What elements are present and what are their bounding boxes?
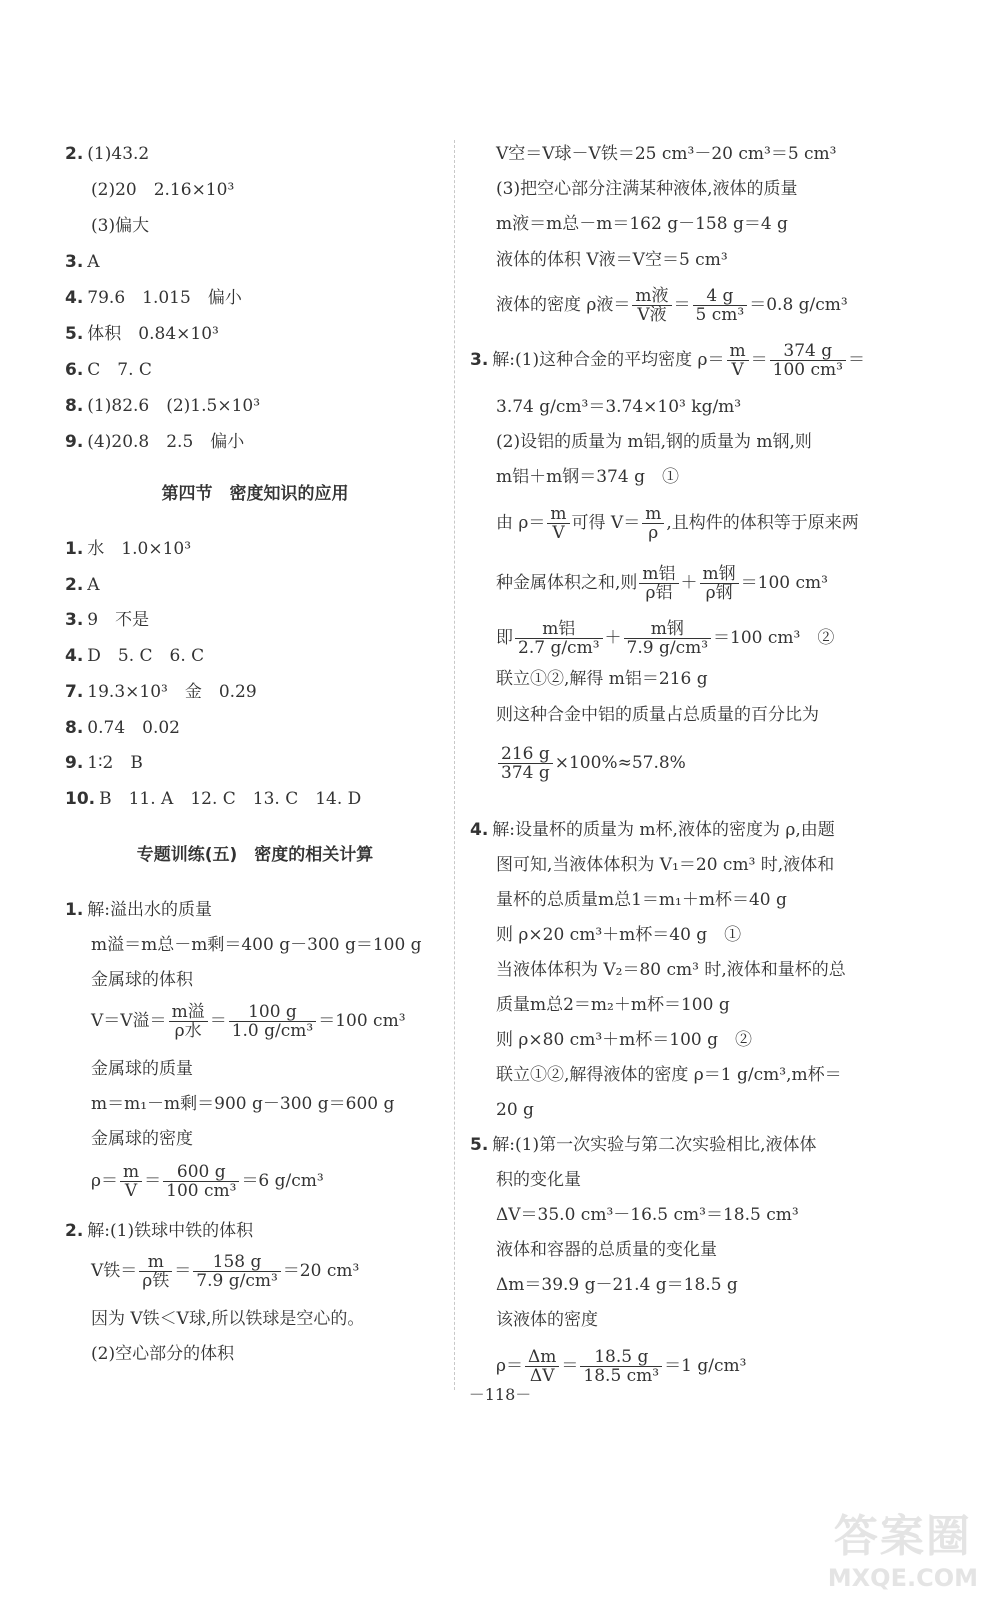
answer-item — [65, 644, 204, 668]
fraction: $\frac{216 g}{374 g}$ — [498, 745, 553, 782]
item-number: 10. — [65, 788, 96, 809]
fraction: $\frac{\text{m液}}{\text{V液}}$ — [632, 287, 671, 324]
text-line: 因为 V铁＜V球,所以铁球是空心的。 — [91, 1309, 365, 1329]
item-text: (4)20.8 2.5 偏小 — [87, 432, 245, 452]
formula-line: 液体的体积 V液＝V空＝5 cm³ — [496, 250, 728, 270]
text-line: 联立①②,解得液体的密度 ρ＝1 g/cm³,m杯＝ — [496, 1065, 842, 1085]
formula-line: ρ＝ $\frac{\Delta m}{\Delta V}$ ＝ $\frac{18.5 g}{\text{18.5 cm³}}$ ＝1 g/cm³ — [496, 1347, 747, 1386]
item-number: 2. — [65, 144, 84, 164]
fraction: $\frac{\text{m钢}}{\text{7.9 g/cm³}}$ — [624, 620, 712, 657]
formula-line: V空＝V球－V铁＝25 cm³－20 cm³＝5 cm³ — [496, 144, 837, 164]
fraction: $\frac{600 g}{\text{100 cm³}}$ — [163, 1163, 239, 1200]
item-text: (3)偏大 — [91, 216, 150, 236]
item-number: 4. — [65, 646, 84, 667]
text-line: 积的变化量 — [496, 1170, 581, 1190]
fraction: $\frac{158 g}{\text{7.9 g/cm³}}$ — [193, 1253, 281, 1290]
formula-line: m溢＝m总－m剩＝400 g－300 g＝100 g — [91, 935, 422, 955]
fraction: $\frac{100 g}{\text{1.0 g/cm³}}$ — [229, 1003, 317, 1040]
formula-line: 液体的密度 ρ液＝ $\frac{\text{m液}}{\text{V液}}$ ＝ $\frac{4 g}{\text{5 cm³}}$ ＝0.8 g/cm³ — [496, 286, 848, 325]
answer-item — [65, 358, 152, 382]
problem-2-head: 2. 解:(1)铁球中铁的体积 — [65, 1221, 254, 1241]
item-text: (1)82.6 (2)1.5×10³ — [87, 396, 261, 416]
item-text: (1)43.2 — [87, 144, 150, 164]
item-number: 3. — [65, 610, 84, 631]
answer-item — [65, 716, 180, 740]
formula-line: V＝V溢＝ $\frac{\text{m溢}}{\text{ρ水}}$ ＝ $\frac{100 g}{\text{1.0 g/cm³}}$ ＝100 cm³ — [91, 1002, 406, 1041]
formula-line: 则 ρ×20 cm³＋m杯＝40 g ① — [496, 925, 742, 945]
problem-1-head: 1. 解:溢出水的质量 — [65, 900, 213, 920]
item-text: 1∶2 B — [87, 753, 143, 774]
text-line: 质量m总2＝m₂＋m杯＝100 g — [496, 995, 730, 1015]
formula-line: V铁＝ $\frac{m}{\text{ρ铁}}$ ＝ $\frac{158 g}{\text{7.9 g/cm³}}$ ＝20 cm³ — [91, 1252, 360, 1291]
text-line: 金属球的体积 — [91, 970, 193, 990]
item-text: 9 不是 — [87, 610, 150, 631]
text-line: 金属球的质量 — [91, 1059, 193, 1079]
item-number: 6. — [65, 360, 84, 380]
fraction: $\frac{m}{V}$ — [727, 342, 749, 379]
fraction: $\frac{m}{\text{ρ铁}}$ — [139, 1253, 172, 1290]
text-line: 则这种合金中铝的质量占总质量的百分比为 — [496, 705, 819, 725]
item-text: 水 1.0×10³ — [87, 539, 192, 559]
formula-line: $\frac{216 g}{374 g}$ ×100%≈57.8% — [470, 745, 686, 782]
item-text: (2)20 2.16×10³ — [91, 180, 235, 200]
formula-line: 由 ρ＝ $\frac{m}{V}$ 可得 V＝ $\frac{m}{\rho}$ ,且构件的体积等于原来两 — [496, 504, 859, 543]
watermark-text: 答案圈 — [833, 1511, 972, 1562]
item-number: 8. — [65, 396, 84, 416]
item-number: 5. — [65, 324, 84, 344]
text-line: 该液体的密度 — [496, 1310, 598, 1330]
answer-item — [65, 537, 191, 561]
item-text: 19.3×10³ 金 0.29 — [87, 681, 257, 702]
item-text: C 7. C — [87, 360, 152, 380]
answer-item — [65, 286, 242, 310]
answer-item — [65, 608, 149, 632]
fraction: $\frac{\text{m溢}}{\text{ρ水}}$ — [169, 1003, 208, 1040]
fraction: $\frac{m}{\rho}$ — [642, 505, 664, 542]
formula-line: 种金属体积之和,则 $\frac{\text{m铝}}{\text{ρ铝}}$ ＋ $\frac{\text{m钢}}{\text{ρ钢}}$ ＝100 cm³ — [496, 564, 828, 603]
formula-line: 则 ρ×80 cm³＋m杯＝100 g ② — [496, 1030, 752, 1050]
watermark-logo — [828, 1500, 978, 1592]
formula-line: m铝＋m钢＝374 g ① — [496, 467, 679, 487]
problem-3-head: 3. 解:(1)这种合金的平均密度 ρ＝ $\frac{m}{V}$ ＝ $\frac{374 g}{\text{100 cm³}}$ ＝ — [470, 341, 865, 380]
answer-item — [65, 250, 100, 274]
fraction: $\frac{4 g}{\text{5 cm³}}$ — [693, 287, 748, 324]
item-number: 7. — [65, 681, 84, 702]
formula-line: m＝m₁－m剩＝900 g－300 g＝600 g — [91, 1094, 395, 1114]
item-text: 体积 0.84×10³ — [87, 324, 219, 344]
item-number: 8. — [65, 717, 84, 738]
text-line: 金属球的密度 — [91, 1129, 193, 1149]
page-number: －118－ — [468, 1385, 532, 1404]
text-line: 量杯的总质量m总1＝m₁＋m杯＝40 g — [496, 890, 787, 910]
formula-line: 3.74 g/cm³＝3.74×10³ kg/m³ — [496, 397, 742, 417]
answer-item — [65, 142, 149, 166]
text-line: (2)设铝的质量为 m铝,钢的质量为 m钢,则 — [496, 432, 812, 452]
problem-5-head: 5. 解:(1)第一次实验与第二次实验相比,液体体 — [470, 1135, 817, 1155]
item-number: 1. — [65, 539, 84, 559]
text-line: 联立①②,解得 m铝＝216 g — [496, 669, 708, 689]
answer-item — [65, 394, 260, 418]
text-line: (3)把空心部分注满某种液体,液体的质量 — [496, 179, 798, 199]
text-line: (2)空心部分的体积 — [91, 1344, 235, 1364]
item-number: 2. — [65, 574, 84, 595]
item-number: 3. — [65, 252, 84, 272]
fraction: $\frac{\Delta m}{\Delta V}$ — [525, 1348, 559, 1385]
answer-item — [65, 573, 100, 597]
fraction: $\frac{18.5 g}{\text{18.5 cm³}}$ — [580, 1348, 662, 1385]
fraction: $\frac{\text{m钢}}{\text{ρ钢}}$ — [700, 565, 739, 602]
answer-item — [65, 214, 149, 238]
item-text: 0.74 0.02 — [87, 717, 180, 738]
fraction: $\frac{m}{V}$ — [547, 505, 569, 542]
column-divider — [454, 140, 456, 1390]
item-number: 4. — [65, 288, 84, 308]
item-text: 79.6 1.015 偏小 — [87, 288, 242, 308]
watermark-url: MXQE.COM — [827, 1564, 978, 1592]
text-line: 液体和容器的总质量的变化量 — [496, 1240, 717, 1260]
formula-line: ΔV＝35.0 cm³－16.5 cm³＝18.5 cm³ — [496, 1205, 799, 1225]
answer-item — [65, 751, 143, 775]
fraction: $\frac{m}{V}$ — [120, 1163, 142, 1200]
special-training-title: 专题训练(五) 密度的相关计算 — [136, 845, 374, 865]
problem-4-head: 4. 解:设量杯的质量为 m杯,液体的密度为 ρ,由题 — [470, 820, 835, 840]
text-line: 20 g — [496, 1100, 534, 1120]
fraction: $\frac{\text{m铝}}{\text{2.7 g/cm³}}$ — [515, 620, 603, 657]
answer-item — [65, 322, 219, 346]
text-line: 图可知,当液体体积为 V₁＝20 cm³ 时,液体和 — [496, 855, 835, 875]
item-number: 9. — [65, 432, 84, 452]
answer-item — [65, 178, 234, 202]
formula-line: ρ＝ $\frac{m}{V}$ ＝ $\frac{600 g}{\text{100 cm³}}$ ＝6 g/cm³ — [91, 1162, 324, 1201]
answer-item — [65, 680, 257, 704]
formula-line: Δm＝39.9 g－21.4 g＝18.5 g — [496, 1275, 738, 1295]
text-line: 当液体体积为 V₂＝80 cm³ 时,液体和量杯的总 — [496, 960, 846, 980]
fraction: $\frac{\text{m铝}}{\text{ρ铝}}$ — [639, 565, 678, 602]
answer-item — [65, 787, 361, 811]
section-title: 第四节 密度知识的应用 — [161, 484, 349, 504]
fraction: $\frac{374 g}{\text{100 cm³}}$ — [770, 342, 846, 379]
formula-line: 即 $\frac{\text{m铝}}{\text{2.7 g/cm³}}$ ＋ $\frac{\text{m钢}}{\text{7.9 g/cm³}}$ ＝100 cm³ ② — [496, 619, 835, 658]
item-text: B 11. A 12. C 13. C 14. D — [99, 788, 362, 809]
item-text: D 5. C 6. C — [87, 646, 205, 667]
formula-line: m液＝m总－m＝162 g－158 g＝4 g — [496, 214, 788, 234]
answer-item — [65, 430, 244, 454]
item-number: 9. — [65, 753, 84, 774]
item-text: A — [87, 252, 100, 272]
item-text: A — [87, 574, 100, 595]
